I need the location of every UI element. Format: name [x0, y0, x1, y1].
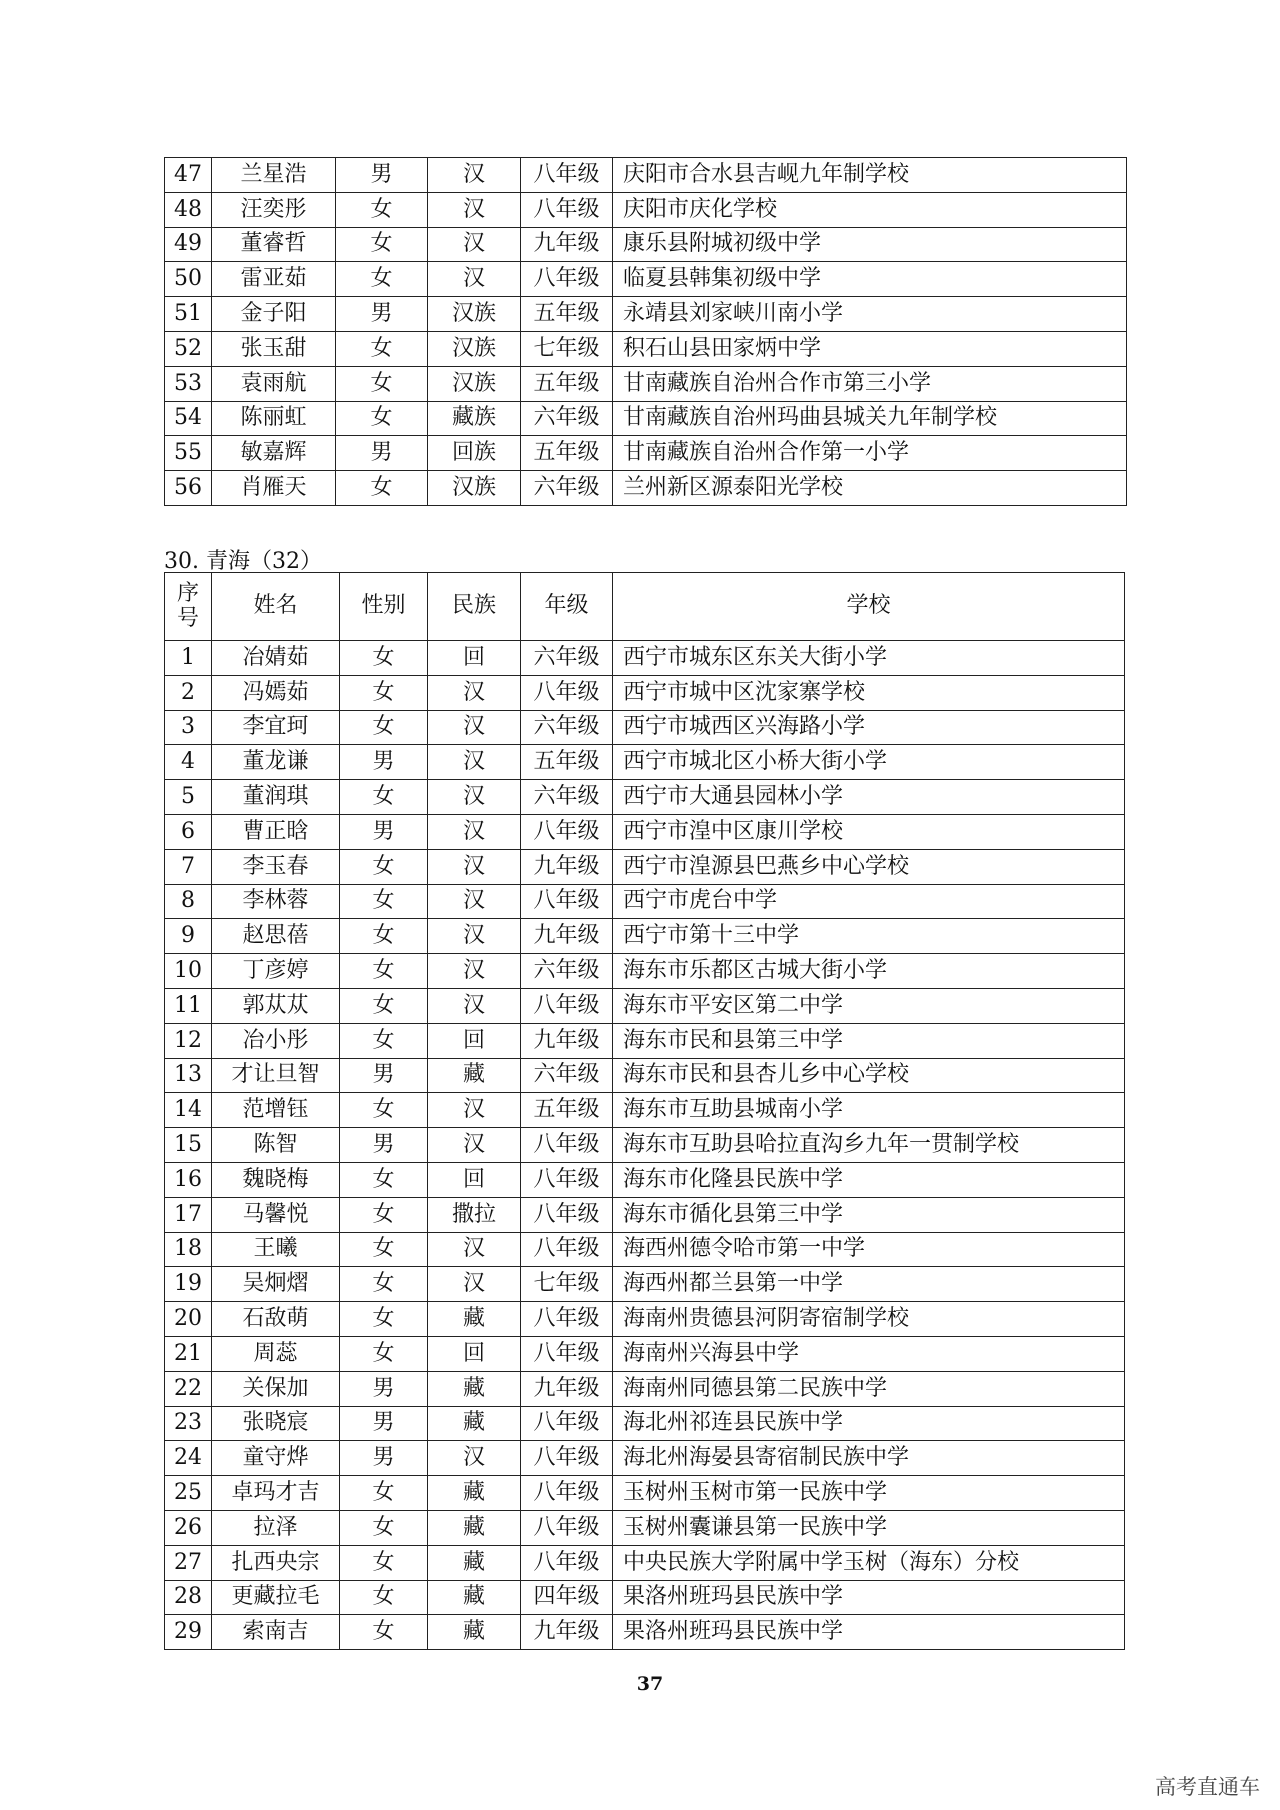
cell-school: 西宁市虎台中学 — [613, 884, 1125, 919]
cell-ethnicity: 汉 — [428, 675, 521, 710]
table-row — [165, 436, 1127, 471]
cell-seq: 27 — [165, 1545, 212, 1580]
cell-ethnicity: 汉 — [428, 814, 521, 849]
table-row — [165, 919, 1125, 954]
table-row — [165, 1510, 1125, 1545]
cell-ethnicity: 汉 — [428, 158, 521, 193]
cell-seq: 5 — [165, 780, 212, 815]
cell-gender: 女 — [340, 1545, 428, 1580]
cell-school: 西宁市湟源县巴燕乡中心学校 — [613, 849, 1125, 884]
cell-name: 张玉甜 — [212, 331, 336, 366]
cell-school: 中央民族大学附属中学玉树（海东）分校 — [613, 1545, 1125, 1580]
cell-seq: 7 — [165, 849, 212, 884]
cell-name: 陈智 — [212, 1128, 340, 1163]
cell-grade: 八年级 — [521, 1510, 613, 1545]
cell-ethnicity: 汉族 — [428, 297, 521, 332]
cell-seq: 23 — [165, 1406, 212, 1441]
cell-seq: 19 — [165, 1267, 212, 1302]
cell-seq: 52 — [165, 331, 212, 366]
cell-seq: 3 — [165, 710, 212, 745]
cell-ethnicity: 回族 — [428, 436, 521, 471]
cell-ethnicity: 汉 — [428, 262, 521, 297]
cell-seq: 4 — [165, 745, 212, 780]
cell-school: 兰州新区源泰阳光学校 — [613, 471, 1127, 506]
cell-school: 西宁市城西区兴海路小学 — [613, 710, 1125, 745]
table-row — [165, 884, 1125, 919]
header-seq — [165, 573, 212, 641]
cell-seq: 10 — [165, 954, 212, 989]
cell-gender: 男 — [340, 1406, 428, 1441]
cell-name: 冯嫣茹 — [212, 675, 340, 710]
cell-name: 陈丽虹 — [212, 401, 336, 436]
cell-gender: 女 — [340, 710, 428, 745]
cell-grade: 七年级 — [521, 1267, 613, 1302]
cell-ethnicity: 汉族 — [428, 366, 521, 401]
cell-ethnicity: 藏 — [428, 1476, 521, 1511]
table-row — [165, 1580, 1125, 1615]
header-school: 学校 — [613, 573, 1125, 641]
cell-gender: 女 — [336, 262, 428, 297]
cell-seq: 8 — [165, 884, 212, 919]
cell-gender: 女 — [340, 1023, 428, 1058]
cell-grade: 四年级 — [521, 1580, 613, 1615]
qinghai-roster-body — [165, 641, 1125, 1650]
cell-gender: 女 — [340, 641, 428, 676]
table-row — [165, 1232, 1125, 1267]
cell-grade: 八年级 — [521, 675, 613, 710]
table-row — [165, 1302, 1125, 1337]
cell-ethnicity: 汉 — [428, 745, 521, 780]
cell-school: 海东市化隆县民族中学 — [613, 1162, 1125, 1197]
cell-gender: 女 — [340, 1615, 428, 1650]
cell-name: 李宜珂 — [212, 710, 340, 745]
table-row — [165, 331, 1127, 366]
cell-name: 金子阳 — [212, 297, 336, 332]
cell-grade: 九年级 — [521, 1615, 613, 1650]
continued-roster-table — [164, 157, 1127, 506]
cell-gender: 女 — [340, 1336, 428, 1371]
cell-name: 董龙谦 — [212, 745, 340, 780]
cell-ethnicity: 藏 — [428, 1302, 521, 1337]
cell-school: 玉树州玉树市第一民族中学 — [613, 1476, 1125, 1511]
cell-school: 康乐县附城初级中学 — [613, 227, 1127, 262]
page-number: 37 — [636, 1673, 664, 1695]
cell-name: 马馨悦 — [212, 1197, 340, 1232]
cell-name: 袁雨航 — [212, 366, 336, 401]
cell-grade: 六年级 — [521, 1058, 613, 1093]
cell-gender: 女 — [340, 884, 428, 919]
table-row — [165, 158, 1127, 193]
cell-name: 索南吉 — [212, 1615, 340, 1650]
cell-ethnicity: 藏族 — [428, 401, 521, 436]
cell-seq: 15 — [165, 1128, 212, 1163]
cell-gender: 女 — [336, 331, 428, 366]
cell-gender: 女 — [340, 780, 428, 815]
section-title: 30. 青海（32） — [164, 549, 322, 574]
cell-school: 海北州祁连县民族中学 — [613, 1406, 1125, 1441]
cell-name: 童守烨 — [212, 1441, 340, 1476]
watermark: 高考直通车 — [1155, 1775, 1260, 1799]
table-row — [165, 192, 1127, 227]
cell-seq: 14 — [165, 1093, 212, 1128]
cell-ethnicity: 汉族 — [428, 331, 521, 366]
cell-ethnicity: 汉 — [428, 1232, 521, 1267]
cell-name: 扎西央宗 — [212, 1545, 340, 1580]
cell-name: 才让旦智 — [212, 1058, 340, 1093]
cell-school: 玉树州囊谦县第一民族中学 — [613, 1510, 1125, 1545]
table-row — [165, 780, 1125, 815]
cell-ethnicity: 汉 — [428, 849, 521, 884]
cell-seq: 21 — [165, 1336, 212, 1371]
cell-name: 王曦 — [212, 1232, 340, 1267]
table-row — [165, 1058, 1125, 1093]
cell-school: 甘南藏族自治州合作市第三小学 — [613, 366, 1127, 401]
cell-grade: 九年级 — [521, 849, 613, 884]
cell-gender: 女 — [336, 192, 428, 227]
cell-gender: 男 — [336, 158, 428, 193]
cell-seq: 29 — [165, 1615, 212, 1650]
cell-school: 海东市民和县第三中学 — [613, 1023, 1125, 1058]
table-row — [165, 1371, 1125, 1406]
cell-gender: 女 — [340, 1232, 428, 1267]
cell-school: 海西州都兰县第一中学 — [613, 1267, 1125, 1302]
cell-seq: 11 — [165, 988, 212, 1023]
cell-seq: 9 — [165, 919, 212, 954]
cell-school: 海东市互助县哈拉直沟乡九年一贯制学校 — [613, 1128, 1125, 1163]
table-row — [165, 1128, 1125, 1163]
cell-grade: 五年级 — [521, 1093, 613, 1128]
cell-name: 敏嘉辉 — [212, 436, 336, 471]
cell-grade: 六年级 — [521, 780, 613, 815]
cell-name: 兰星浩 — [212, 158, 336, 193]
table-row — [165, 262, 1127, 297]
cell-gender: 女 — [340, 1302, 428, 1337]
cell-grade: 五年级 — [521, 297, 613, 332]
cell-school: 海东市互助县城南小学 — [613, 1093, 1125, 1128]
table-row — [165, 1615, 1125, 1650]
header-grade: 年级 — [521, 573, 613, 641]
cell-ethnicity: 回 — [428, 641, 521, 676]
qinghai-roster-table — [164, 572, 1125, 1650]
cell-seq: 48 — [165, 192, 212, 227]
cell-name: 赵思蓓 — [212, 919, 340, 954]
cell-school: 海东市循化县第三中学 — [613, 1197, 1125, 1232]
table-row — [165, 1441, 1125, 1476]
cell-gender: 男 — [340, 1058, 428, 1093]
table-row — [165, 745, 1125, 780]
header-name: 姓名 — [212, 573, 340, 641]
table-row — [165, 1267, 1125, 1302]
cell-school: 甘南藏族自治州合作第一小学 — [613, 436, 1127, 471]
cell-grade: 八年级 — [521, 1162, 613, 1197]
cell-gender: 女 — [340, 1093, 428, 1128]
cell-grade: 八年级 — [521, 262, 613, 297]
cell-gender: 女 — [340, 988, 428, 1023]
cell-school: 果洛州班玛县民族中学 — [613, 1580, 1125, 1615]
cell-seq: 47 — [165, 158, 212, 193]
cell-gender: 男 — [340, 814, 428, 849]
cell-grade: 八年级 — [521, 1128, 613, 1163]
cell-school: 西宁市城北区小桥大街小学 — [613, 745, 1125, 780]
cell-school: 永靖县刘家峡川南小学 — [613, 297, 1127, 332]
cell-school: 果洛州班玛县民族中学 — [613, 1615, 1125, 1650]
cell-grade: 九年级 — [521, 1023, 613, 1058]
cell-seq: 2 — [165, 675, 212, 710]
cell-ethnicity: 回 — [428, 1023, 521, 1058]
cell-grade: 八年级 — [521, 1441, 613, 1476]
cell-grade: 八年级 — [521, 814, 613, 849]
cell-ethnicity: 藏 — [428, 1058, 521, 1093]
cell-name: 李林蓉 — [212, 884, 340, 919]
table-row — [165, 641, 1125, 676]
cell-gender: 男 — [340, 1441, 428, 1476]
table-row — [165, 988, 1125, 1023]
cell-gender: 女 — [340, 849, 428, 884]
cell-gender: 女 — [340, 675, 428, 710]
header-seq-line1: 序 — [176, 581, 199, 607]
cell-ethnicity: 汉 — [428, 988, 521, 1023]
cell-gender: 女 — [340, 1197, 428, 1232]
cell-school: 西宁市第十三中学 — [613, 919, 1125, 954]
cell-grade: 八年级 — [521, 1197, 613, 1232]
cell-name: 范增钰 — [212, 1093, 340, 1128]
cell-name: 周蕊 — [212, 1336, 340, 1371]
cell-gender: 女 — [336, 366, 428, 401]
table-row — [165, 814, 1125, 849]
cell-gender: 女 — [340, 1476, 428, 1511]
cell-gender: 女 — [340, 1580, 428, 1615]
table-row — [165, 227, 1127, 262]
cell-gender: 男 — [336, 436, 428, 471]
cell-school: 西宁市城东区东关大街小学 — [613, 641, 1125, 676]
cell-seq: 18 — [165, 1232, 212, 1267]
cell-grade: 八年级 — [521, 1302, 613, 1337]
cell-ethnicity: 回 — [428, 1336, 521, 1371]
cell-name: 卓玛才吉 — [212, 1476, 340, 1511]
cell-seq: 55 — [165, 436, 212, 471]
cell-grade: 八年级 — [521, 1232, 613, 1267]
cell-name: 董睿哲 — [212, 227, 336, 262]
table-row — [165, 401, 1127, 436]
cell-seq: 1 — [165, 641, 212, 676]
cell-seq: 22 — [165, 1371, 212, 1406]
table-row — [165, 1093, 1125, 1128]
cell-ethnicity: 汉 — [428, 227, 521, 262]
cell-seq: 54 — [165, 401, 212, 436]
cell-grade: 五年级 — [521, 745, 613, 780]
cell-ethnicity: 汉 — [428, 780, 521, 815]
cell-gender: 男 — [340, 1128, 428, 1163]
cell-grade: 五年级 — [521, 436, 613, 471]
cell-seq: 50 — [165, 262, 212, 297]
table-row — [165, 1336, 1125, 1371]
cell-name: 郭苁苁 — [212, 988, 340, 1023]
table-row — [165, 1162, 1125, 1197]
cell-gender: 男 — [336, 297, 428, 332]
cell-ethnicity: 回 — [428, 1162, 521, 1197]
cell-ethnicity: 藏 — [428, 1615, 521, 1650]
cell-name: 曹正晗 — [212, 814, 340, 849]
cell-school: 海南州兴海县中学 — [613, 1336, 1125, 1371]
cell-name: 肖雁天 — [212, 471, 336, 506]
table-row — [165, 1545, 1125, 1580]
cell-ethnicity: 汉 — [428, 710, 521, 745]
cell-school: 积石山县田家炳中学 — [613, 331, 1127, 366]
cell-name: 冶小彤 — [212, 1023, 340, 1058]
cell-name: 魏晓梅 — [212, 1162, 340, 1197]
cell-name: 更藏拉毛 — [212, 1580, 340, 1615]
cell-seq: 28 — [165, 1580, 212, 1615]
table-row — [165, 849, 1125, 884]
cell-school: 海北州海晏县寄宿制民族中学 — [613, 1441, 1125, 1476]
cell-school: 甘南藏族自治州玛曲县城关九年制学校 — [613, 401, 1127, 436]
cell-seq: 53 — [165, 366, 212, 401]
cell-grade: 八年级 — [521, 1545, 613, 1580]
cell-grade: 八年级 — [521, 158, 613, 193]
cell-seq: 51 — [165, 297, 212, 332]
cell-ethnicity: 藏 — [428, 1545, 521, 1580]
cell-grade: 八年级 — [521, 1336, 613, 1371]
cell-seq: 24 — [165, 1441, 212, 1476]
cell-seq: 25 — [165, 1476, 212, 1511]
table-row — [165, 1197, 1125, 1232]
table-header-row — [165, 573, 1125, 641]
cell-gender: 女 — [340, 1162, 428, 1197]
cell-school: 海西州德令哈市第一中学 — [613, 1232, 1125, 1267]
cell-ethnicity: 汉 — [428, 884, 521, 919]
cell-grade: 九年级 — [521, 227, 613, 262]
cell-grade: 八年级 — [521, 1406, 613, 1441]
continued-roster-body — [165, 158, 1127, 506]
table-row — [165, 1023, 1125, 1058]
table-row — [165, 1476, 1125, 1511]
cell-ethnicity: 汉 — [428, 919, 521, 954]
cell-grade: 六年级 — [521, 954, 613, 989]
cell-grade: 七年级 — [521, 331, 613, 366]
cell-grade: 八年级 — [521, 884, 613, 919]
cell-name: 董润琪 — [212, 780, 340, 815]
cell-ethnicity: 汉 — [428, 1093, 521, 1128]
cell-school: 海东市民和县杏儿乡中心学校 — [613, 1058, 1125, 1093]
cell-grade: 六年级 — [521, 401, 613, 436]
cell-name: 李玉春 — [212, 849, 340, 884]
cell-gender: 男 — [340, 1371, 428, 1406]
cell-seq: 6 — [165, 814, 212, 849]
cell-school: 海东市平安区第二中学 — [613, 988, 1125, 1023]
cell-gender: 男 — [340, 745, 428, 780]
cell-seq: 16 — [165, 1162, 212, 1197]
cell-ethnicity: 汉族 — [428, 471, 521, 506]
cell-ethnicity: 藏 — [428, 1371, 521, 1406]
cell-ethnicity: 藏 — [428, 1510, 521, 1545]
cell-grade: 六年级 — [521, 471, 613, 506]
cell-grade: 六年级 — [521, 641, 613, 676]
table-row — [165, 675, 1125, 710]
cell-school: 庆阳市庆化学校 — [613, 192, 1127, 227]
cell-seq: 26 — [165, 1510, 212, 1545]
cell-grade: 九年级 — [521, 919, 613, 954]
cell-school: 海南州贵德县河阴寄宿制学校 — [613, 1302, 1125, 1337]
cell-gender: 女 — [336, 227, 428, 262]
cell-ethnicity: 撒拉 — [428, 1197, 521, 1232]
cell-name: 石敌萌 — [212, 1302, 340, 1337]
cell-name: 拉泽 — [212, 1510, 340, 1545]
cell-gender: 女 — [336, 471, 428, 506]
cell-seq: 13 — [165, 1058, 212, 1093]
cell-ethnicity: 汉 — [428, 1441, 521, 1476]
header-gender: 性别 — [340, 573, 428, 641]
cell-school: 庆阳市合水县吉岘九年制学校 — [613, 158, 1127, 193]
cell-seq: 20 — [165, 1302, 212, 1337]
cell-seq: 17 — [165, 1197, 212, 1232]
cell-name: 雷亚茹 — [212, 262, 336, 297]
table-row — [165, 297, 1127, 332]
header-ethnicity: 民族 — [428, 573, 521, 641]
cell-grade: 八年级 — [521, 1476, 613, 1511]
cell-ethnicity: 藏 — [428, 1580, 521, 1615]
table-row — [165, 471, 1127, 506]
cell-gender: 女 — [340, 1510, 428, 1545]
table-row — [165, 366, 1127, 401]
cell-gender: 女 — [340, 919, 428, 954]
cell-name: 关保加 — [212, 1371, 340, 1406]
cell-name: 张晓宸 — [212, 1406, 340, 1441]
cell-grade: 六年级 — [521, 710, 613, 745]
cell-school: 西宁市湟中区康川学校 — [613, 814, 1125, 849]
cell-gender: 女 — [340, 1267, 428, 1302]
table-row — [165, 954, 1125, 989]
cell-seq: 12 — [165, 1023, 212, 1058]
cell-grade: 八年级 — [521, 192, 613, 227]
cell-school: 西宁市大通县园林小学 — [613, 780, 1125, 815]
cell-grade: 八年级 — [521, 988, 613, 1023]
cell-school: 西宁市城中区沈家寨学校 — [613, 675, 1125, 710]
cell-seq: 49 — [165, 227, 212, 262]
table-row — [165, 710, 1125, 745]
cell-seq: 56 — [165, 471, 212, 506]
cell-gender: 女 — [336, 401, 428, 436]
cell-ethnicity: 藏 — [428, 1406, 521, 1441]
cell-ethnicity: 汉 — [428, 1128, 521, 1163]
cell-school: 临夏县韩集初级中学 — [613, 262, 1127, 297]
cell-name: 丁彦婷 — [212, 954, 340, 989]
cell-school: 海东市乐都区古城大街小学 — [613, 954, 1125, 989]
cell-school: 海南州同德县第二民族中学 — [613, 1371, 1125, 1406]
cell-name: 吴炯熠 — [212, 1267, 340, 1302]
cell-grade: 五年级 — [521, 366, 613, 401]
cell-name: 冶婧茹 — [212, 641, 340, 676]
cell-name: 汪奕彤 — [212, 192, 336, 227]
cell-gender: 女 — [340, 954, 428, 989]
cell-ethnicity: 汉 — [428, 954, 521, 989]
cell-grade: 九年级 — [521, 1371, 613, 1406]
cell-ethnicity: 汉 — [428, 192, 521, 227]
table-row — [165, 1406, 1125, 1441]
cell-ethnicity: 汉 — [428, 1267, 521, 1302]
header-seq-line2: 号 — [176, 605, 199, 631]
